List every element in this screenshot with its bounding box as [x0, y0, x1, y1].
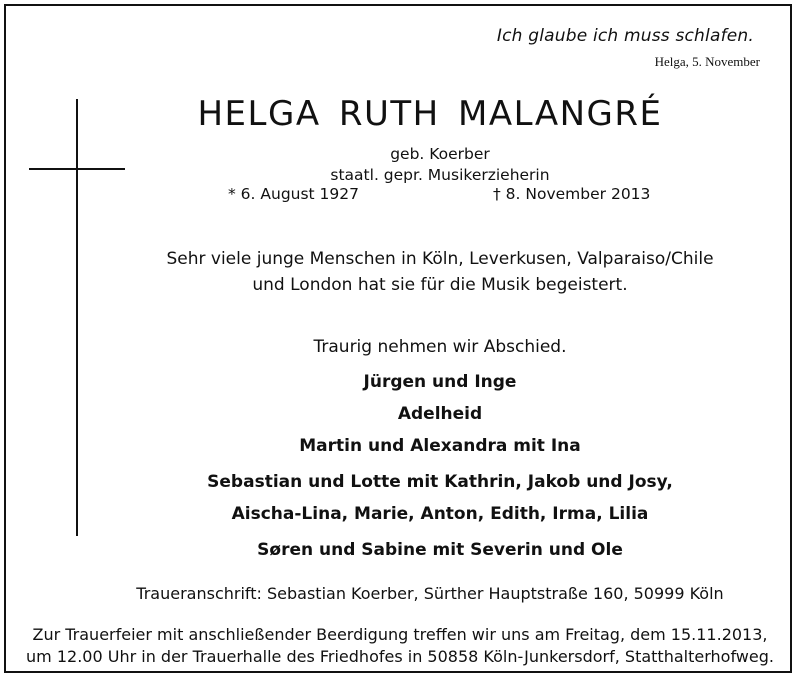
family-member: Aischa-Lina, Marie, Anton, Edith, Irma, Lilia [231, 504, 649, 524]
family-member: Sebastian und Lotte mit Kathrin, Jakob und Josy, [207, 472, 673, 492]
mourning-address: Traueranschrift: Sebastian Koerber, Sürther Hauptstraße 160, 50999 Köln [136, 584, 724, 603]
ceremony-line: Zur Trauerfeier mit anschließender Beerdigung treffen wir uns am Freitag, dem 15.11.2013, [32, 625, 768, 644]
obituary-frame [4, 4, 792, 673]
family-list [46, 366, 800, 566]
ceremony-line: um 12.00 Uhr in der Trauerhalle des Friedhofes in 50858 Köln-Junkersdorf, Statthalterhofweg. [26, 647, 774, 666]
family-member: Jürgen und Inge [363, 372, 517, 392]
motto-quote: Ich glaube ich muss schlafen. [496, 26, 754, 46]
death-date: † 8. November 2013 [493, 185, 651, 203]
birth-date: * 6. August 1927 [228, 185, 360, 203]
family-member-group [46, 462, 800, 534]
farewell-text: Traurig nehmen wir Abschied. [313, 337, 567, 357]
family-member: Adelheid [397, 404, 483, 424]
tribute-line: Sehr viele junge Menschen in Köln, Leverkusen, Valparaiso/Chile [166, 249, 714, 269]
profession: staatl. gepr. Musikerzieherin [330, 166, 550, 184]
tribute-text [46, 246, 800, 298]
family-member: Søren und Sabine mit Severin und Ole [257, 540, 623, 560]
motto-source: Helga, 5. November [654, 54, 760, 69]
family-member: Martin und Alexandra mit Ina [299, 436, 581, 456]
ceremony-info [4, 624, 796, 668]
tribute-line: und London hat sie für die Musik begeistert. [252, 275, 628, 295]
deceased-name: HELGA RUTH MALANGRÉ [197, 94, 663, 134]
maiden-name: geb. Koerber [390, 145, 490, 163]
